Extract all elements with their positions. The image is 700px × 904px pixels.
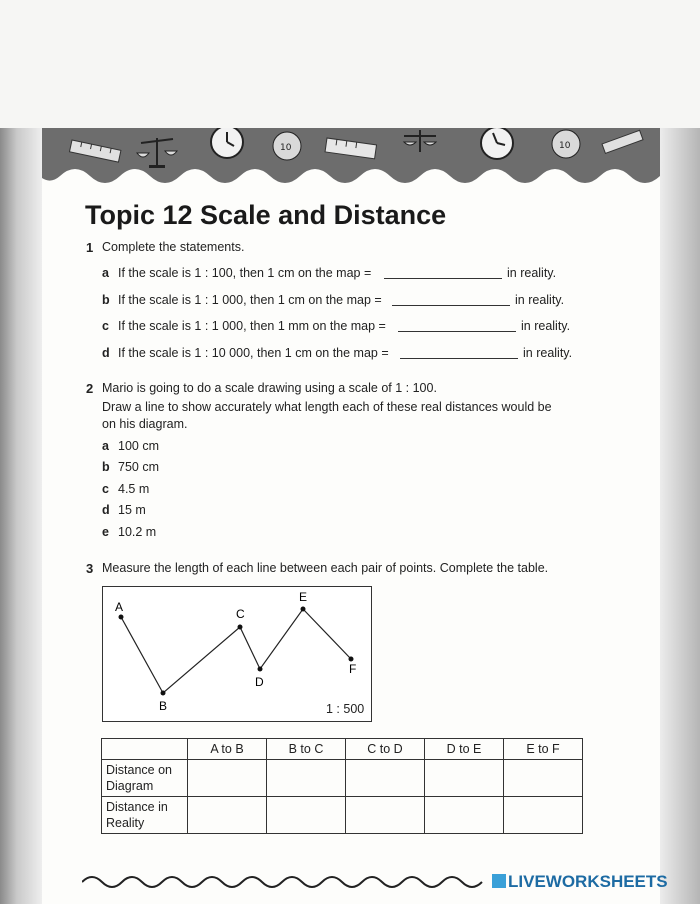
point-label-b: B	[159, 699, 168, 713]
q1-label-b: b	[102, 293, 110, 307]
q1-statement-a: If the scale is 1 : 100, then 1 cm on the map =	[118, 266, 372, 280]
bottom-wave-decoration	[82, 872, 492, 892]
q1-suffix-b: in reality.	[515, 293, 565, 307]
q2-distance-b: 750 cm	[118, 460, 159, 474]
row-header-diagram-line2: Diagram	[106, 779, 154, 793]
page-edge-shadow	[660, 128, 700, 904]
decorative-banner	[42, 128, 660, 200]
cell-diagram-a-to-b[interactable]	[188, 760, 267, 797]
q2-line-2: Draw a line to show accurately what length each of these real distances would be	[102, 400, 552, 414]
q1-answer-blank-c[interactable]	[398, 319, 516, 332]
clock-icon	[211, 128, 243, 158]
point-d	[258, 667, 263, 672]
measurement-table	[101, 738, 583, 834]
svg-text:10: 10	[280, 143, 292, 153]
row-header-reality	[102, 797, 188, 834]
table-corner-cell	[102, 739, 188, 760]
cell-diagram-e-to-f[interactable]	[504, 760, 583, 797]
column-header-a-to-b: A to B	[188, 739, 267, 760]
row-header-reality-line1: Distance in	[106, 800, 168, 814]
q1-number: 1	[86, 240, 94, 255]
q1-answer-blank-a[interactable]	[384, 266, 502, 279]
cell-diagram-b-to-c[interactable]	[267, 760, 346, 797]
liveworksheets-logo[interactable]	[492, 872, 668, 892]
q1-suffix-c: in reality.	[521, 319, 571, 333]
column-header-d-to-e: D to E	[425, 739, 504, 760]
cell-reality-c-to-d[interactable]	[346, 797, 425, 834]
cell-reality-d-to-e[interactable]	[425, 797, 504, 834]
cell-reality-e-to-f[interactable]	[504, 797, 583, 834]
cell-diagram-d-to-e[interactable]	[425, 760, 504, 797]
table-header-row	[102, 739, 583, 760]
scale-label: 1 : 500	[326, 702, 365, 716]
brand-text: LIVEWORKSHEETS	[508, 872, 668, 891]
q2-distance-d: 15 m	[118, 503, 146, 517]
q1-label-a: a	[102, 266, 109, 280]
q2-distance-a: 100 cm	[118, 439, 159, 453]
q2-label-d: d	[102, 503, 110, 517]
point-e	[301, 607, 306, 612]
q1-statement-c: If the scale is 1 : 1 000, then 1 mm on the map =	[118, 319, 386, 333]
q2-label-c: c	[102, 482, 109, 496]
row-header-reality-line2: Reality	[106, 816, 145, 830]
table-row-diagram	[102, 760, 583, 797]
row-header-diagram	[102, 760, 188, 797]
point-label-a: A	[115, 600, 124, 614]
q1-statement-b: If the scale is 1 : 1 000, then 1 cm on the map =	[118, 293, 382, 307]
q2-label-b: b	[102, 460, 110, 474]
q2-distance-c: 4.5 m	[118, 482, 150, 496]
point-a	[119, 615, 124, 620]
q1-prompt: Complete the statements.	[102, 240, 245, 254]
coin-icon-2	[552, 130, 580, 158]
q1-label-c: c	[102, 319, 109, 333]
point-label-c: C	[236, 607, 245, 621]
zigzag-diagram	[103, 587, 371, 721]
point-c	[238, 625, 243, 630]
coin-icon	[273, 132, 301, 160]
point-b	[161, 691, 166, 696]
q1-suffix-d: in reality.	[523, 346, 573, 360]
point-label-e: E	[299, 590, 308, 604]
column-header-c-to-d: C to D	[346, 739, 425, 760]
q3-number: 3	[86, 561, 94, 576]
column-header-e-to-f: E to F	[504, 739, 583, 760]
cell-reality-b-to-c[interactable]	[267, 797, 346, 834]
top-background	[0, 0, 700, 128]
point-f	[349, 657, 354, 662]
q2-label-a: a	[102, 439, 109, 453]
cell-reality-a-to-b[interactable]	[188, 797, 267, 834]
q1-answer-blank-d[interactable]	[400, 346, 518, 359]
q2-label-e: e	[102, 525, 109, 539]
clock-icon-2	[481, 128, 513, 159]
q3-prompt: Measure the length of each line between each pair of points. Complete the table.	[102, 561, 549, 575]
cell-diagram-c-to-d[interactable]	[346, 760, 425, 797]
q2-line-1: Mario is going to do a scale drawing using a scale of 1 : 100.	[102, 381, 437, 395]
column-header-b-to-c: B to C	[267, 739, 346, 760]
q1-label-d: d	[102, 346, 110, 360]
logo-icon	[492, 874, 506, 888]
point-label-d: D	[255, 675, 264, 689]
q1-statement-d: If the scale is 1 : 10 000, then 1 cm on the map =	[118, 346, 389, 360]
q2-distance-e: 10.2 m	[118, 525, 157, 539]
q1-answer-blank-b[interactable]	[392, 293, 510, 306]
book-spine-shadow	[0, 128, 42, 904]
row-header-diagram-line1: Distance on	[106, 763, 173, 777]
q2-line-3: on his diagram.	[102, 417, 188, 431]
table-row-reality	[102, 797, 583, 834]
q1-suffix-a: in reality.	[507, 266, 557, 280]
page-title: Topic 12 Scale and Distance	[85, 200, 447, 230]
svg-text:10: 10	[559, 141, 571, 151]
point-label-f: F	[349, 662, 357, 676]
q2-number: 2	[86, 381, 94, 396]
